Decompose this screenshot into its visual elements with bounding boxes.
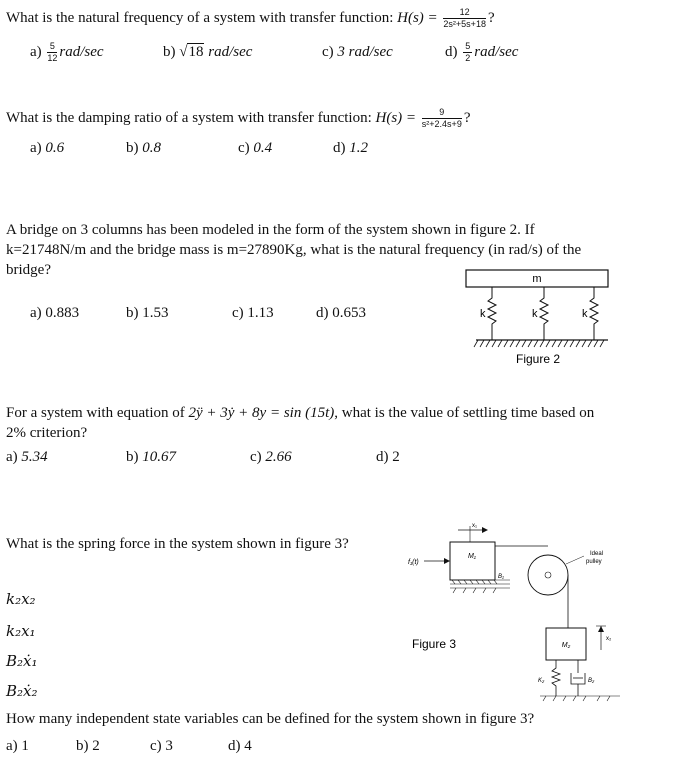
- b1-label: B₁: [498, 574, 504, 580]
- q3-option-d-label: d): [316, 305, 329, 321]
- q2-h: H(s) =: [375, 109, 417, 126]
- q1-option-c[interactable]: [322, 44, 393, 61]
- q2-numerator: 9: [422, 108, 462, 119]
- figure-2-caption: Figure 2: [515, 352, 561, 366]
- figure-2-mass-label: m: [532, 273, 542, 285]
- q6-option-d-label: d): [228, 738, 241, 754]
- spring-left-label: k: [480, 308, 486, 320]
- q5-option-1[interactable]: k₂x₂: [6, 590, 36, 608]
- q4-option-b[interactable]: [126, 449, 176, 466]
- q1-option-d-unit: rad/sec: [474, 43, 519, 60]
- k2-spring: [552, 660, 560, 696]
- q2-option-b[interactable]: [126, 140, 161, 157]
- q1-stem-text: What is the natural frequency of a system with transfer function:: [6, 9, 398, 26]
- spring-right: [590, 287, 598, 340]
- b2-damper-cup: [571, 673, 585, 684]
- q4-option-b-label: b): [126, 449, 139, 465]
- q2-denominator: s²+2.4s+9: [421, 119, 462, 129]
- q2-option-d[interactable]: [333, 140, 368, 157]
- q1-fraction: [443, 8, 486, 29]
- m1-label: M₁: [467, 553, 477, 560]
- q4-option-a-label: a): [6, 449, 18, 465]
- q6-option-c-text: 3: [165, 738, 173, 754]
- q2-option-a[interactable]: [30, 140, 64, 157]
- q3-option-c[interactable]: [232, 305, 274, 322]
- spring-right-label: k: [582, 308, 588, 320]
- q2-stem-text: What is the damping ratio of a system with transfer function:: [6, 109, 376, 126]
- q3-option-b[interactable]: [126, 305, 169, 322]
- q3-option-b-text: 1.53: [142, 305, 169, 321]
- m2-label: M₂: [561, 642, 571, 649]
- q6-option-d-text: 4: [244, 738, 252, 754]
- pulley: [528, 555, 568, 595]
- q4-option-c[interactable]: [250, 449, 292, 466]
- q1-option-d-label: d): [445, 43, 458, 60]
- b2-label: B₂: [588, 678, 595, 684]
- q2-option-d-text: 1.2: [349, 140, 368, 156]
- q3-option-a[interactable]: [30, 305, 79, 322]
- q1-option-b-label: b): [163, 44, 176, 60]
- q1-option-d[interactable]: [445, 42, 518, 63]
- q1-denominator: 2s²+5s+18: [443, 19, 486, 29]
- q5-option-3[interactable]: B₂ẋ₁: [6, 652, 38, 670]
- figure-3: [400, 518, 625, 710]
- force-label: f₁(t): [408, 559, 419, 566]
- q3-option-d-text: 0.653: [332, 305, 366, 321]
- q2-option-b-label: b): [126, 140, 139, 156]
- q1-option-a[interactable]: [30, 42, 104, 63]
- ground-hatch-1: [450, 588, 510, 593]
- q6-option-b[interactable]: [76, 738, 100, 755]
- spring-left: [488, 287, 496, 340]
- q1-tail: ?: [487, 9, 495, 26]
- q1-option-c-label: c): [322, 44, 334, 60]
- q1-option-d-num: 5: [465, 41, 471, 51]
- q4-option-a-text: 5.34: [21, 449, 48, 465]
- spring-middle-label: k: [532, 308, 538, 320]
- q4-option-a[interactable]: [6, 449, 48, 466]
- q6-option-a-label: a): [6, 738, 18, 754]
- q6-stem: How many independent state variables can be defined for the system shown in figure 3?: [6, 711, 535, 727]
- q6-option-c-label: c): [150, 738, 162, 754]
- q1-option-c-text: 3 rad/sec: [337, 44, 393, 60]
- q2-stem: [6, 108, 471, 129]
- spring-middle: [540, 287, 548, 340]
- q2-option-c[interactable]: [238, 140, 272, 157]
- ground-hatch-2: [540, 696, 620, 701]
- q5-stem: What is the spring force in the system shown in figure 3?: [6, 536, 349, 552]
- q3-stem: A bridge on 3 columns has been modeled in the form of the system shown in figure 2. If k=21748N/m and the bridge mass is m=27890Kg, what is the natural frequency (in rad/s) of the bridge?: [6, 222, 582, 278]
- q3-option-a-label: a): [30, 305, 42, 321]
- q4-stem-pre: For a system with equation of: [6, 405, 189, 421]
- q1-option-a-num: 5: [47, 42, 57, 53]
- q1-stem: [6, 8, 495, 29]
- q2-option-c-text: 0.4: [253, 140, 273, 156]
- q4-stem: [6, 403, 606, 443]
- q2-option-c-label: c): [238, 140, 250, 156]
- q6-option-c[interactable]: [150, 738, 173, 755]
- q5-option-4[interactable]: B₂ẋ₂: [6, 682, 38, 700]
- q4-option-d[interactable]: [376, 449, 400, 466]
- figure-2: [462, 268, 612, 370]
- q3-option-c-text: 1.13: [247, 305, 274, 321]
- q2-option-a-label: a): [30, 140, 42, 156]
- q3-option-a-text: 0.883: [45, 305, 80, 321]
- q3-option-c-label: c): [232, 305, 244, 321]
- q1-h: H(s) =: [397, 9, 438, 26]
- q6-option-d[interactable]: [228, 738, 252, 755]
- q1-option-d-den: 2: [465, 53, 471, 63]
- k2-label: K₂: [538, 678, 545, 684]
- q3-option-b-label: b): [126, 305, 139, 321]
- q1-option-b[interactable]: b) √18 rad/sec: [163, 44, 253, 60]
- q2-fraction: [422, 108, 462, 129]
- pulley-label-2: pulley: [586, 559, 602, 565]
- ground-hatch: [474, 340, 604, 347]
- q6-option-b-label: b): [76, 738, 89, 754]
- q4-option-d-label: d): [376, 449, 389, 465]
- x1-label: x₁: [472, 523, 478, 529]
- q1-option-b-root: 18: [188, 44, 204, 60]
- q3-option-d[interactable]: [316, 305, 366, 322]
- q4-option-c-text: 2.66: [265, 449, 292, 465]
- q2-option-a-text: 0.6: [45, 140, 65, 156]
- q1-option-a-unit: rad/sec: [59, 43, 104, 60]
- q4-stem-post: , what is the value of settling time based on 2% criterion?: [6, 405, 595, 441]
- q6-option-a[interactable]: [6, 738, 29, 755]
- b1-surface: [450, 580, 510, 584]
- q4-option-c-label: c): [250, 449, 262, 465]
- q5-option-2[interactable]: k₂x₁: [6, 622, 36, 640]
- q6-option-a-text: 1: [21, 738, 29, 754]
- q1-option-a-den: 12: [47, 53, 58, 63]
- q4-option-b-text: 10.67: [142, 449, 176, 465]
- q1-option-a-label: a): [30, 43, 42, 60]
- q4-option-d-text: 2: [392, 449, 400, 465]
- figure-3-caption: Figure 3: [412, 637, 457, 651]
- q2-option-d-label: d): [333, 140, 346, 156]
- q1-numerator: 12: [443, 8, 486, 19]
- q4-equation: 2ÿ + 3ẏ + 8y = sin (15t): [188, 405, 335, 421]
- q2-tail: ?: [463, 109, 471, 126]
- pulley-label-1: Ideal: [590, 551, 604, 557]
- q1-option-b-unit: rad/sec: [208, 44, 253, 60]
- x2-label: x₂: [606, 636, 612, 642]
- q6-option-b-text: 2: [92, 738, 100, 754]
- m1-block: [450, 542, 495, 580]
- q2-option-b-text: 0.8: [142, 140, 161, 156]
